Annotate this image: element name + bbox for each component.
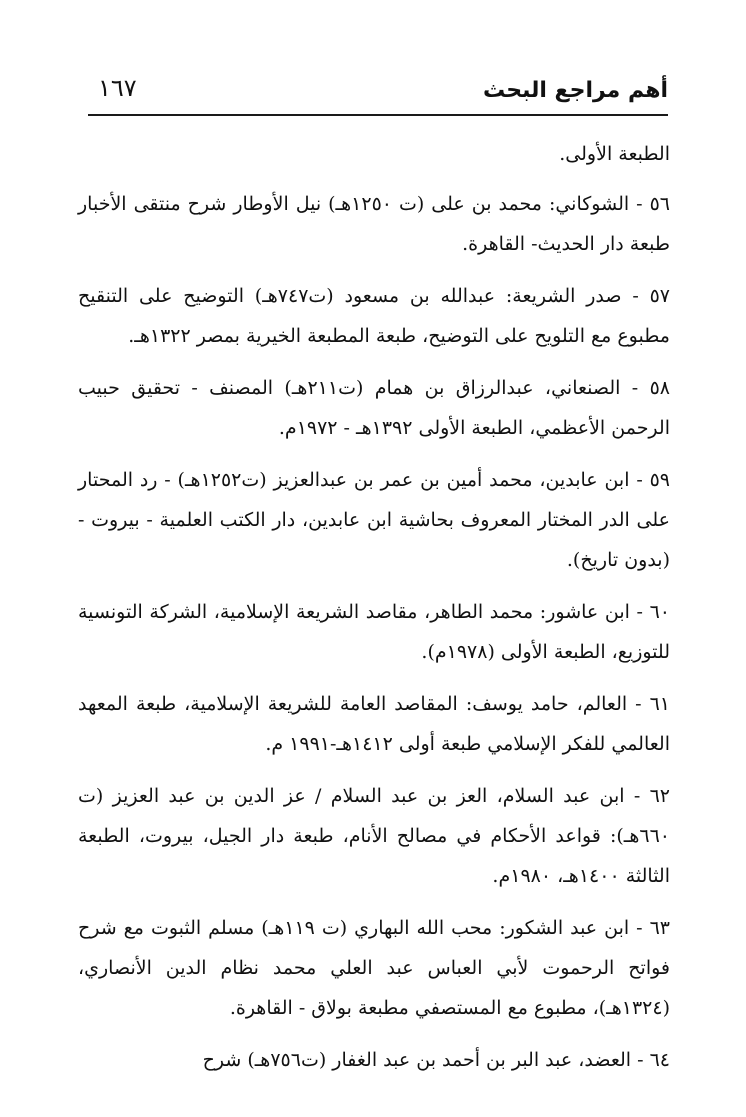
page-number: ١٦٧ — [98, 74, 137, 102]
bibliography-entry: ٦٣ - ابن عبد الشكور: محب الله البهاري (ت ١١٩هـ) مسلم الثبوت مع شرح فواتح الرحموت لأبي العباس عبد العلي محمد نظام الدين الأنصاري، (١٣٢٤هـ)، مطبوع مع المستصفي مطبعة بولاق - القاهرة. — [78, 917, 670, 1019]
bibliography-entry: ٥٧ - صدر الشريعة: عبدالله بن مسعود (ت٧٤٧هـ) التوضيح على التنقيح مطبوع مع التلويح على التوضيح، طبعة المطبعة الخيرية بمصر ١٣٢٢هـ. — [78, 285, 670, 347]
running-title: أهم مراجع البحث — [482, 78, 668, 103]
bibliography-entry: ٦١ - العالم، حامد يوسف: المقاصد العامة للشريعة الإسلامية، طبعة المعهد العالمي للفكر الإسلامي طبعة أولى ١٤١٢هـ-١٩٩١ م. — [78, 693, 670, 755]
bibliography-entry: ٥٦ - الشوكاني: محمد بن على (ت ١٢٥٠هـ) نيل الأوطار شرح منتقى الأخبار طبعة دار الحديث- القاهرة. — [78, 193, 670, 255]
bibliography-entry: ٦٢ - ابن عبد السلام، العز بن عبد السلام / عز الدين بن عبد العزيز (ت ٦٦٠هـ): قواعد الأحكام في مصالح الأنام، طبعة دار الجيل، بيروت، الطبعة الثالثة ١٤٠٠هـ، ١٩٨٠م. — [78, 785, 670, 887]
bibliography-entry: ٥٨ - الصنعاني، عبدالرزاق بن همام (ت٢١١هـ) المصنف - تحقيق حبيب الرحمن الأعظمي، الطبعة الأولى ١٣٩٢هـ - ١٩٧٢م. — [78, 377, 670, 439]
bibliography-list — [78, 134, 670, 1092]
bibliography-entry: ٥٩ - ابن عابدين، محمد أمين بن عمر بن عبدالعزيز (ت١٢٥٢هـ) - رد المحتار على الدر المختار المعروف بحاشية ابن عابدين، دار الكتب العلمية - بيروت - (بدون تاريخ). — [78, 469, 670, 571]
bibliography-entry: الطبعة الأولى. — [559, 143, 670, 165]
page-header — [88, 70, 668, 116]
bibliography-entry: ٦٠ - ابن عاشور: محمد الطاهر، مقاصد الشريعة الإسلامية، الشركة التونسية للتوزيع، الطبعة الأولى (١٩٧٨م). — [78, 601, 670, 663]
bibliography-entry: ٦٤ - العضد، عبد البر بن أحمد بن عبد الغفار (ت٧٥٦هـ) شرح — [202, 1049, 670, 1071]
